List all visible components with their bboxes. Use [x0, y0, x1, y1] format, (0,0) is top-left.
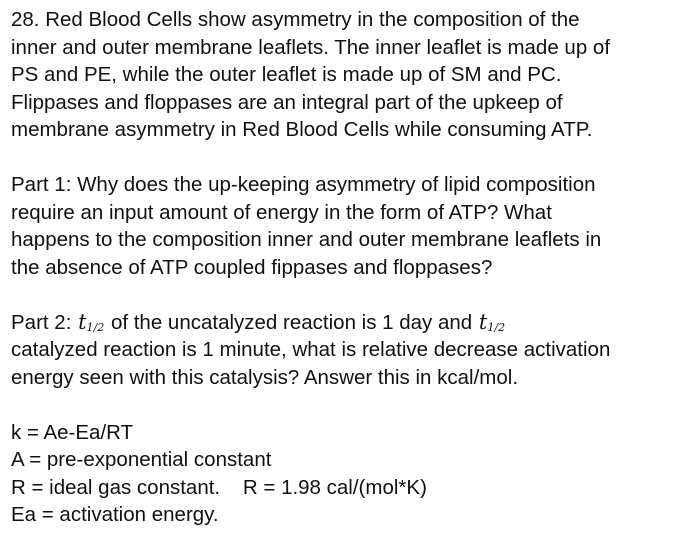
text-line: catalyzed reaction is 1 minute, what is relative decrease activation — [11, 338, 611, 361]
document-page — [11, 6, 695, 529]
half-life-symbol: $t_{1/2}$ — [478, 309, 506, 334]
text-line: PS and PE, while the outer leaflet is made up of SM and PC. — [11, 63, 562, 86]
text-line — [11, 309, 695, 337]
definition-a: A = pre-exponential constant — [11, 448, 272, 471]
part2-text: of the uncatalyzed reaction is 1 day and — [105, 310, 478, 334]
definition-r: R = ideal gas constant. R = 1.98 cal/(mol*K) — [11, 475, 427, 499]
text-line: Flippases and floppases are an integral part of the upkeep of — [11, 90, 563, 114]
rate-equation: k = Ae-Ea/RT — [11, 420, 134, 444]
text-line: the absence of ATP coupled fippases and floppases? — [11, 255, 493, 279]
definition-ea: Ea = activation energy. — [11, 503, 219, 526]
text-line: happens to the composition inner and outer membrane leaflets in — [11, 228, 602, 251]
half-life-symbol: $t_{1/2}$ — [78, 309, 105, 334]
text-line: energy seen with this catalysis? Answer this in kcal/mol. — [11, 365, 519, 389]
text-line: 28. Red Blood Cells show asymmetry in the composition of the — [11, 8, 580, 31]
part-1 — [11, 171, 695, 281]
text-line: inner and outer membrane leaflets. The inner leaflet is made up of — [11, 35, 611, 59]
part2-label: Part 2: — [11, 310, 78, 334]
paragraph-gap — [11, 281, 695, 309]
paragraph-gap — [11, 144, 695, 172]
paragraph-gap — [11, 391, 695, 419]
formula-block — [11, 419, 695, 529]
text-line: require an input amount of energy in the form of ATP? What — [11, 200, 552, 224]
text-line: Part 1: Why does the up-keeping asymmetry of lipid composition — [11, 173, 596, 196]
part-2 — [11, 309, 695, 392]
question-intro — [11, 6, 695, 144]
text-line: membrane asymmetry in Red Blood Cells while consuming ATP. — [11, 118, 593, 141]
